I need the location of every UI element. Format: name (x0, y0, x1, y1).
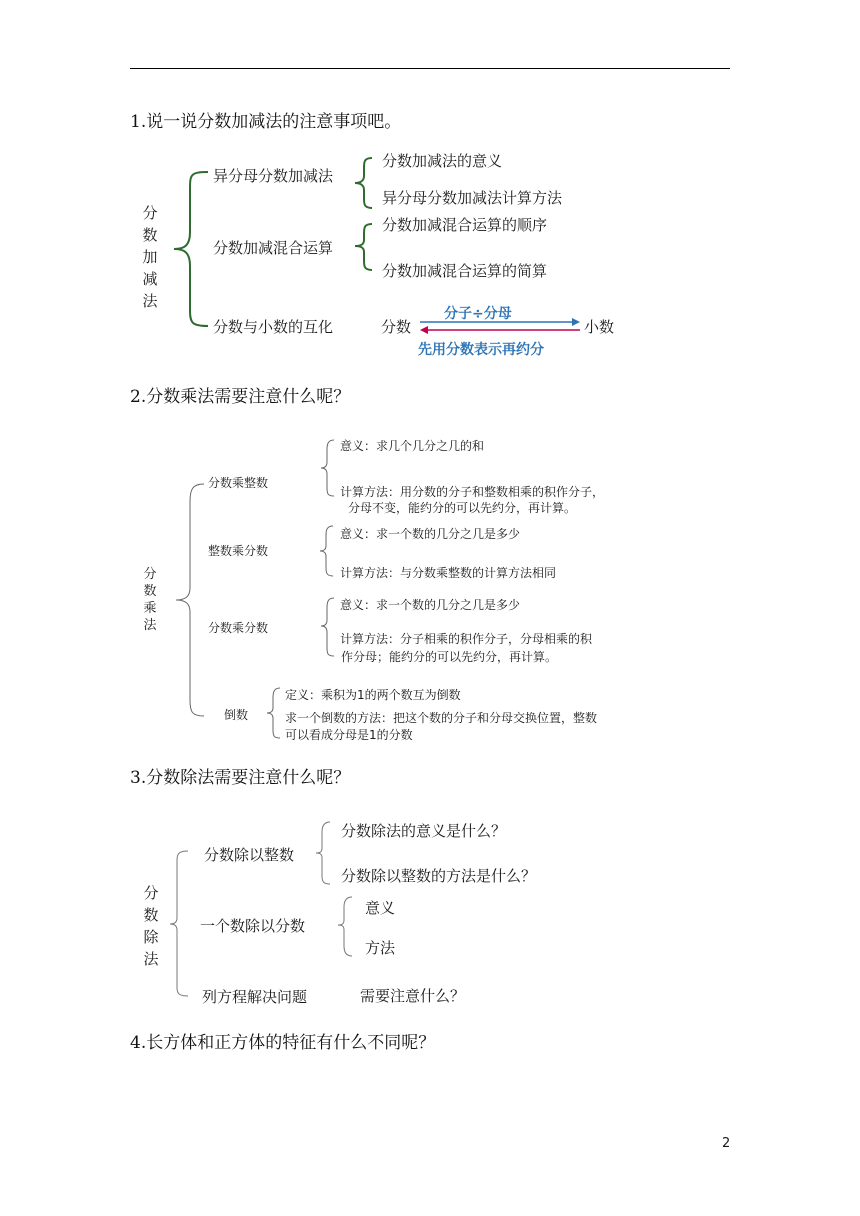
q2-branch-3-item-1: 意义：求一个数的几分之几是多少 (340, 598, 521, 612)
q3-branch-2: 一个数除以分数 (200, 917, 306, 935)
q2-branch-1: 分数乘整数 (208, 476, 269, 490)
q2-branch-1-item-2: 计算方法：用分数的分子和整数相乘的积作分子， (340, 485, 605, 499)
q3-branch-2-item-1: 意义 (365, 899, 396, 917)
question-2-heading: 2.分数乘法需要注意什么呢？ (130, 387, 351, 407)
q3-branch-1-item-2: 分数除以整数的方法是什么？ (341, 867, 537, 885)
q2-branch-3-item-3: 作分母；能约分的可以先约分，再计算。 (341, 650, 558, 664)
q2-branch-3: 分数乘分数 (208, 621, 269, 635)
page-number: 2 (722, 1136, 731, 1151)
q3-branch-1-item-1: 分数除法的意义是什么？ (341, 822, 507, 840)
q1-branch-1: 异分母分数加减法 (213, 167, 334, 185)
q3-branch-3: 列方程解决问题 (202, 988, 308, 1006)
q2-branch-4-item-2: 求一个倒数的方法：把这个数的分子和分母交换位置，整数 (285, 711, 598, 725)
question-1-heading: 1.说一说分数加减法的注意事项吧。 (130, 112, 402, 132)
q1-branch-2-child-2: 分数加减混合运算的简算 (382, 262, 548, 280)
q2-branch-2: 整数乘分数 (208, 544, 269, 558)
q1-branch-1-child-2: 异分母分数加减法计算方法 (382, 189, 563, 207)
q1-decimal-label: 小数 (584, 318, 615, 336)
q1-bottom-arrow-label: 先用分数表示再约分 (418, 342, 544, 358)
q2-branch-1-item-1: 意义：求几个几分之几的和 (340, 439, 485, 453)
q2-branch-4: 倒数 (224, 708, 249, 722)
q1-root-label: 分数加减法 (142, 204, 158, 310)
q3-branch-2-item-2: 方法 (365, 939, 396, 957)
q2-branch-3-item-2: 计算方法：分子相乘的积作分子，分母相乘的积 (340, 632, 593, 646)
q2-branch-4-item-3: 可以看成分母是1的分数 (285, 728, 413, 742)
q1-branch-1-child-1: 分数加减法的意义 (382, 152, 503, 170)
q1-branch-2-child-1: 分数加减混合运算的顺序 (382, 216, 548, 234)
question-4-heading: 4.长方体和正方体的特征有什么不同呢？ (130, 1033, 436, 1053)
q2-branch-2-item-2: 计算方法：与分数乘整数的计算方法相同 (340, 566, 557, 580)
q3-root-label: 分数除法 (143, 884, 159, 968)
question-3-heading: 3.分数除法需要注意什么呢？ (130, 768, 351, 788)
q3-branch-1: 分数除以整数 (204, 846, 295, 864)
q1-branch-2: 分数加减混合运算 (213, 239, 334, 257)
q1-branch-3: 分数与小数的互化 (213, 318, 334, 336)
q1-top-arrow-label: 分子÷分母 (444, 306, 512, 322)
q2-branch-1-item-3: 分母不变，能约分的可以先约分，再计算。 (348, 501, 577, 515)
q2-branch-4-item-1: 定义：乘积为1的两个数互为倒数 (285, 688, 461, 702)
q3-branch-3-item-1: 需要注意什么？ (360, 987, 466, 1005)
q1-fraction-label: 分数 (381, 318, 412, 336)
q2-root-label: 分数乘法 (143, 567, 157, 633)
q2-branch-2-item-1: 意义：求一个数的几分之几是多少 (340, 527, 521, 541)
